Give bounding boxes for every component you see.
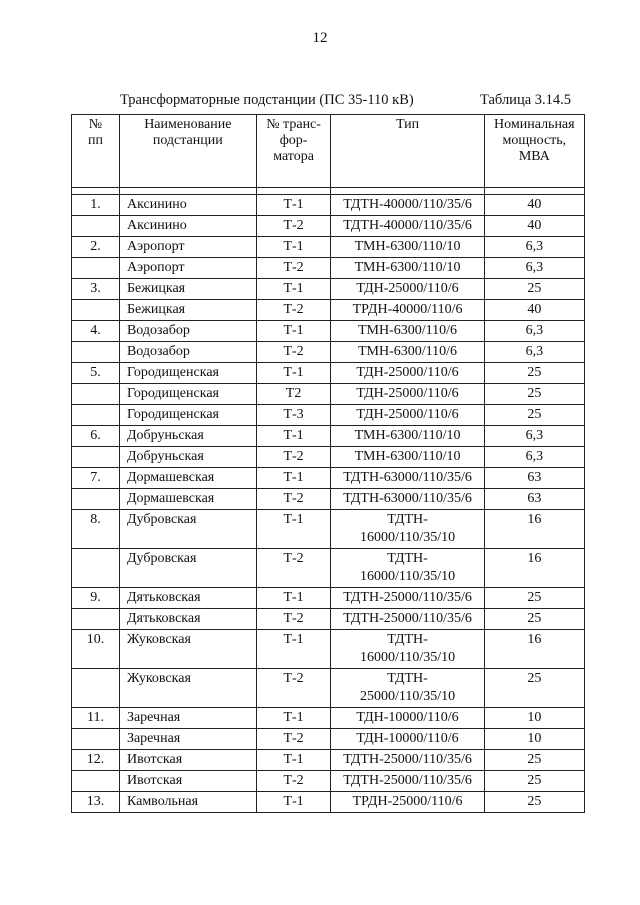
rated-power-cell: 40	[484, 300, 584, 321]
transformer-type-line: 16000/110/35/10	[359, 530, 456, 545]
transformer-number-cell: Т-1	[256, 468, 331, 489]
row-number-cell	[72, 609, 120, 630]
transformer-type-line: ТДТН-	[387, 512, 428, 527]
rated-power-cell: 6,3	[484, 342, 584, 363]
substation-name-cell: Дубровская	[119, 510, 256, 549]
table-row	[72, 426, 585, 447]
row-number-cell	[72, 447, 120, 468]
header-type-line: Тип	[395, 117, 420, 132]
header-power	[484, 115, 584, 188]
table-row	[72, 216, 585, 237]
transformer-number-cell: Т-3	[256, 405, 331, 426]
transformer-type-cell	[331, 384, 484, 405]
row-number-cell: 12.	[72, 750, 120, 771]
substation-name-cell: Водозабор	[119, 321, 256, 342]
rated-power-cell: 10	[484, 729, 584, 750]
transformer-type-cell	[331, 669, 484, 708]
substation-name-cell: Водозабор	[119, 342, 256, 363]
table-row	[72, 792, 585, 813]
transformer-type-line: ТДТН-25000/110/35/6	[343, 773, 472, 788]
transformer-type-cell	[331, 426, 484, 447]
transformer-number-cell: Т-1	[256, 630, 331, 669]
transformer-number-cell: Т-2	[256, 342, 331, 363]
rated-power-cell: 16	[484, 630, 584, 669]
transformer-number-cell: Т-1	[256, 426, 331, 447]
table-row	[72, 669, 585, 708]
row-number-cell: 13.	[72, 792, 120, 813]
rated-power-cell: 10	[484, 708, 584, 729]
transformer-type-cell	[331, 237, 484, 258]
table-row	[72, 468, 585, 489]
transformer-type-line: ТМН-6300/110/6	[358, 323, 457, 338]
header-transformer	[256, 115, 331, 188]
transformer-number-cell: Т-2	[256, 669, 331, 708]
transformer-number-cell: Т-2	[256, 447, 331, 468]
header-num-line: пп	[87, 133, 103, 148]
rated-power-cell: 6,3	[484, 258, 584, 279]
transformer-type-cell	[331, 468, 484, 489]
substation-name-cell: Дормашевская	[119, 489, 256, 510]
transformer-type-cell	[331, 363, 484, 384]
table-row	[72, 750, 585, 771]
transformer-number-cell: Т-1	[256, 195, 331, 216]
transformer-type-line: ТРДН-25000/110/6	[352, 794, 463, 809]
substation-name-cell: Бежицкая	[119, 300, 256, 321]
table-number: Таблица 3.14.5	[480, 92, 572, 108]
header-num	[72, 115, 120, 188]
table-row	[72, 321, 585, 342]
table-row	[72, 771, 585, 792]
transformer-type-line: ТДТН-63000/110/35/6	[343, 491, 472, 506]
table-row	[72, 237, 585, 258]
transformer-type-cell	[331, 630, 484, 669]
row-number-cell: 2.	[72, 237, 120, 258]
table-row	[72, 384, 585, 405]
rated-power-cell: 25	[484, 363, 584, 384]
substation-name-cell: Городищенская	[119, 384, 256, 405]
row-number-cell: 6.	[72, 426, 120, 447]
transformer-type-cell	[331, 279, 484, 300]
row-number-cell: 10.	[72, 630, 120, 669]
header-transformer-line: матора	[273, 149, 314, 164]
substation-name-cell: Городищенская	[119, 405, 256, 426]
substation-name-cell: Заречная	[119, 729, 256, 750]
row-number-cell	[72, 384, 120, 405]
row-number-cell	[72, 216, 120, 237]
header-num-line: №	[88, 117, 103, 132]
transformer-number-cell: Т-2	[256, 258, 331, 279]
table-body	[72, 195, 585, 813]
transformer-type-cell	[331, 216, 484, 237]
row-number-cell	[72, 729, 120, 750]
substation-name-cell: Дормашевская	[119, 468, 256, 489]
transformer-number-cell: Т-2	[256, 489, 331, 510]
substation-name-cell: Заречная	[119, 708, 256, 729]
transformer-type-line: ТДН-25000/110/6	[356, 407, 459, 422]
transformer-type-cell	[331, 258, 484, 279]
row-number-cell	[72, 342, 120, 363]
rated-power-cell: 63	[484, 489, 584, 510]
header-name-line: подстанции	[152, 133, 223, 148]
table-row	[72, 609, 585, 630]
table-row	[72, 342, 585, 363]
transformer-number-cell: Т-1	[256, 588, 331, 609]
spacer-cell	[72, 188, 120, 195]
rated-power-cell: 25	[484, 405, 584, 426]
transformer-type-line: ТМН-6300/110/10	[354, 260, 461, 275]
transformer-number-cell: Т-1	[256, 792, 331, 813]
rated-power-cell: 6,3	[484, 237, 584, 258]
transformer-type-line: ТДТН-	[387, 632, 428, 647]
rated-power-cell: 6,3	[484, 426, 584, 447]
substations-table	[71, 114, 585, 813]
header-transformer-line: фор-	[279, 133, 308, 148]
transformer-type-line: ТДН-25000/110/6	[356, 386, 459, 401]
table-caption: Трансформаторные подстанции (ПС 35-110 кВ)	[120, 92, 414, 108]
transformer-type-cell	[331, 195, 484, 216]
table-row	[72, 549, 585, 588]
transformer-type-line: 16000/110/35/10	[359, 569, 456, 584]
row-number-cell: 1.	[72, 195, 120, 216]
row-number-cell: 8.	[72, 510, 120, 549]
rated-power-cell: 25	[484, 669, 584, 708]
rated-power-cell: 6,3	[484, 447, 584, 468]
transformer-number-cell: Т2	[256, 384, 331, 405]
substation-name-cell: Жуковская	[119, 669, 256, 708]
row-number-cell	[72, 258, 120, 279]
transformer-type-line: 25000/110/35/10	[359, 689, 456, 704]
transformer-number-cell: Т-2	[256, 300, 331, 321]
table-row	[72, 405, 585, 426]
substation-name-cell: Камвольная	[119, 792, 256, 813]
substation-name-cell: Бежицкая	[119, 279, 256, 300]
row-number-cell: 4.	[72, 321, 120, 342]
table-row	[72, 630, 585, 669]
transformer-type-cell	[331, 405, 484, 426]
transformer-number-cell: Т-2	[256, 771, 331, 792]
transformer-number-cell: Т-1	[256, 321, 331, 342]
row-number-cell: 7.	[72, 468, 120, 489]
transformer-type-cell	[331, 609, 484, 630]
transformer-number-cell: Т-2	[256, 729, 331, 750]
spacer-cell	[119, 188, 256, 195]
table-row	[72, 363, 585, 384]
transformer-type-line: ТМН-6300/110/6	[358, 344, 457, 359]
transformer-type-cell	[331, 549, 484, 588]
rated-power-cell: 40	[484, 216, 584, 237]
transformer-number-cell: Т-1	[256, 750, 331, 771]
rated-power-cell: 25	[484, 792, 584, 813]
table-row	[72, 195, 585, 216]
transformer-type-line: ТДТН-63000/110/35/6	[343, 470, 472, 485]
transformer-type-line: ТДТН-40000/110/35/6	[343, 197, 472, 212]
transformer-number-cell: Т-1	[256, 279, 331, 300]
row-number-cell	[72, 669, 120, 708]
substation-name-cell: Добруньская	[119, 447, 256, 468]
transformer-type-line: ТДН-10000/110/6	[356, 710, 459, 725]
header-power-line: мощность,	[502, 133, 567, 148]
substation-name-cell: Добруньская	[119, 426, 256, 447]
transformer-type-line: ТРДН-40000/110/6	[352, 302, 463, 317]
transformer-type-line: ТДН-25000/110/6	[356, 281, 459, 296]
substation-name-cell: Дубровская	[119, 549, 256, 588]
transformer-type-line: ТДТН-40000/110/35/6	[343, 218, 472, 233]
transformer-type-cell	[331, 750, 484, 771]
transformer-type-cell	[331, 489, 484, 510]
row-number-cell	[72, 549, 120, 588]
transformer-number-cell: Т-1	[256, 510, 331, 549]
transformer-number-cell: Т-1	[256, 237, 331, 258]
transformer-type-line: ТДТН-25000/110/35/6	[343, 611, 472, 626]
rated-power-cell: 40	[484, 195, 584, 216]
header-transformer-line: № транс-	[266, 117, 321, 132]
header-power-line: Номинальная	[494, 117, 575, 132]
transformer-type-cell	[331, 342, 484, 363]
transformer-type-cell	[331, 771, 484, 792]
rated-power-cell: 25	[484, 588, 584, 609]
transformer-type-line: ТДТН-25000/110/35/6	[343, 590, 472, 605]
row-number-cell: 9.	[72, 588, 120, 609]
row-number-cell: 5.	[72, 363, 120, 384]
rated-power-cell: 16	[484, 510, 584, 549]
table-row	[72, 729, 585, 750]
transformer-type-cell	[331, 588, 484, 609]
spacer-cell	[484, 188, 584, 195]
table-row	[72, 447, 585, 468]
transformer-type-cell	[331, 321, 484, 342]
transformer-number-cell: Т-2	[256, 549, 331, 588]
substation-name-cell: Жуковская	[119, 630, 256, 669]
transformer-type-line: ТДН-10000/110/6	[356, 731, 459, 746]
table-row	[72, 708, 585, 729]
table-row	[72, 489, 585, 510]
substation-name-cell: Дятьковская	[119, 588, 256, 609]
transformer-type-line: ТМН-6300/110/10	[354, 449, 461, 464]
table-row	[72, 300, 585, 321]
rated-power-cell: 25	[484, 279, 584, 300]
substation-name-cell: Аксинино	[119, 195, 256, 216]
header-name	[119, 115, 256, 188]
row-number-cell: 11.	[72, 708, 120, 729]
table-header-row	[72, 115, 585, 188]
spacer-cell	[331, 188, 484, 195]
header-type	[331, 115, 484, 188]
rated-power-cell: 25	[484, 750, 584, 771]
substation-name-cell: Городищенская	[119, 363, 256, 384]
substation-name-cell: Ивотская	[119, 750, 256, 771]
transformer-type-line: ТДТН-	[387, 671, 428, 686]
table-row	[72, 588, 585, 609]
rated-power-cell: 25	[484, 771, 584, 792]
transformer-type-line: ТДТН-	[387, 551, 428, 566]
row-number-cell	[72, 300, 120, 321]
table-row	[72, 279, 585, 300]
rated-power-cell: 25	[484, 384, 584, 405]
transformer-number-cell: Т-2	[256, 216, 331, 237]
transformer-type-cell	[331, 447, 484, 468]
transformer-number-cell: Т-1	[256, 363, 331, 384]
substation-name-cell: Дятьковская	[119, 609, 256, 630]
row-number-cell	[72, 771, 120, 792]
transformer-type-cell	[331, 708, 484, 729]
rated-power-cell: 63	[484, 468, 584, 489]
transformer-type-cell	[331, 510, 484, 549]
row-number-cell: 3.	[72, 279, 120, 300]
header-name-line: Наименование	[144, 117, 232, 132]
table-row	[72, 510, 585, 549]
spacer-cell	[256, 188, 331, 195]
row-number-cell	[72, 405, 120, 426]
transformer-number-cell: Т-2	[256, 609, 331, 630]
rated-power-cell: 16	[484, 549, 584, 588]
page-number: 12	[312, 30, 328, 46]
transformer-type-cell	[331, 792, 484, 813]
rated-power-cell: 25	[484, 609, 584, 630]
substation-name-cell: Аэропорт	[119, 258, 256, 279]
substation-name-cell: Аксинино	[119, 216, 256, 237]
table-row	[72, 258, 585, 279]
transformer-type-line: ТМН-6300/110/10	[354, 239, 461, 254]
transformer-type-line: ТМН-6300/110/10	[354, 428, 461, 443]
row-number-cell	[72, 489, 120, 510]
transformer-type-line: 16000/110/35/10	[359, 650, 456, 665]
substation-name-cell: Аэропорт	[119, 237, 256, 258]
transformer-type-cell	[331, 729, 484, 750]
transformer-type-line: ТДН-25000/110/6	[356, 365, 459, 380]
header-spacer-row	[72, 188, 585, 195]
transformer-type-cell	[331, 300, 484, 321]
header-power-line: МВА	[518, 149, 550, 164]
transformer-type-line: ТДТН-25000/110/35/6	[343, 752, 472, 767]
transformer-number-cell: Т-1	[256, 708, 331, 729]
substation-name-cell: Ивотская	[119, 771, 256, 792]
rated-power-cell: 6,3	[484, 321, 584, 342]
